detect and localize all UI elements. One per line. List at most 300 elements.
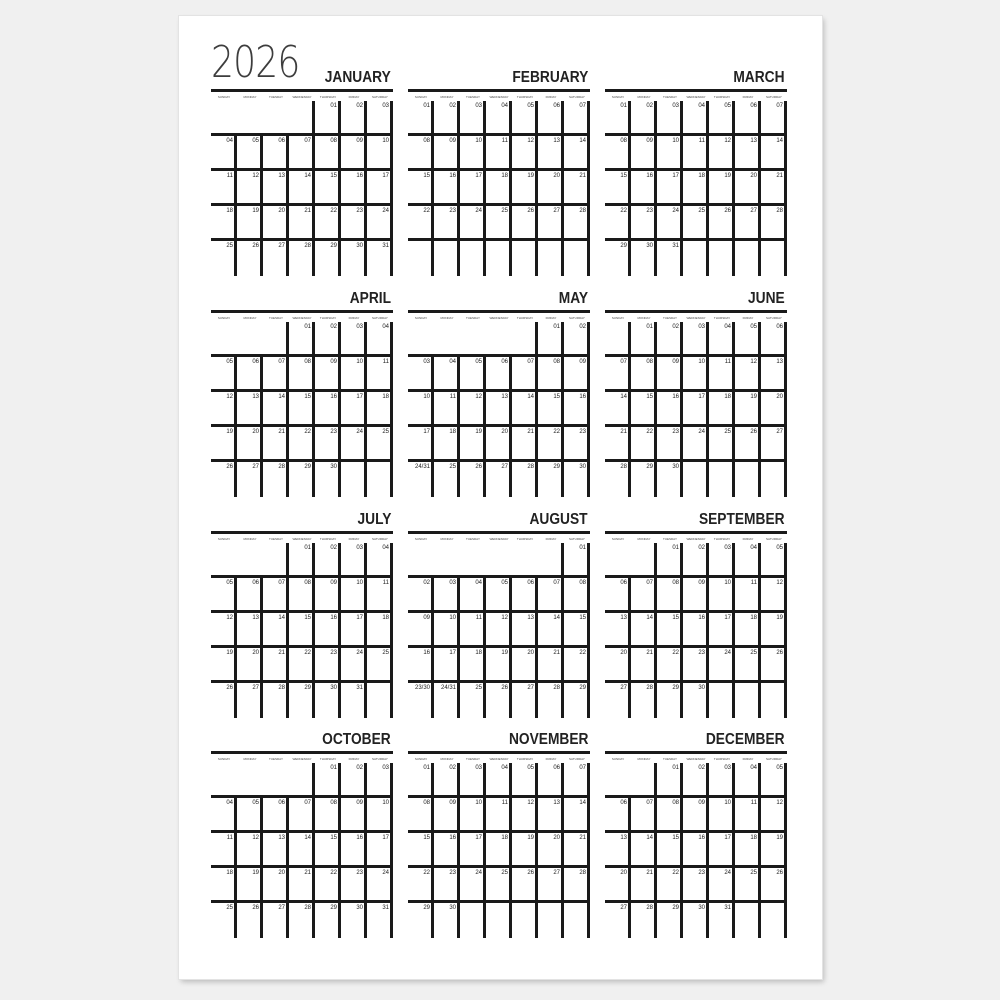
day-number: 10 [475,800,482,806]
weekday-label: SUNDAY [611,316,625,320]
month-header-rule [211,89,393,92]
day-number: 27 [252,685,259,691]
day-number: 26 [527,870,534,876]
day-divider [680,101,683,276]
day-number: 09 [330,580,337,586]
day-number: 25 [226,243,233,249]
day-number: 03 [724,765,731,771]
day-number: 22 [672,870,679,876]
month-header-rule [605,751,787,754]
weekday-label: TUESDAY [663,316,677,320]
weekday-label: THURSDAY [713,316,731,320]
day-number: 03 [672,103,679,109]
weekday-label: MONDAY [440,757,454,761]
day-number: 05 [501,580,508,586]
day-number: 01 [672,545,679,551]
day-number: 23 [449,208,456,214]
day-number: 13 [750,138,757,144]
day-number: 30 [672,464,679,470]
weekday-label: THURSDAY [516,757,534,761]
day-divider [457,575,460,718]
day-number: 15 [672,615,679,621]
day-number: 04 [382,324,389,330]
day-number: 09 [672,359,679,365]
day-number: 27 [620,685,627,691]
day-divider [535,575,538,718]
day-number: 03 [423,359,430,365]
day-number: 21 [553,650,560,656]
day-number: 26 [501,685,508,691]
day-number: 16 [356,835,363,841]
day-number: 03 [382,765,389,771]
day-divider [483,575,486,718]
day-divider [758,322,761,497]
day-number: 28 [579,870,586,876]
day-number: 06 [278,800,285,806]
day-number: 04 [750,765,757,771]
day-divider [587,543,590,718]
day-number: 24 [356,650,363,656]
day-number: 05 [527,765,534,771]
weekday-header [408,94,590,100]
weekday-label: SATURDAY [766,95,782,99]
month-header-rule [408,310,590,313]
day-number: 10 [356,580,363,586]
day-number: 05 [226,359,233,365]
month-name: JUNE [748,290,785,307]
day-grid [605,322,787,497]
month-name: MARCH [733,69,785,86]
day-number: 14 [278,615,285,621]
day-number: 04 [501,765,508,771]
day-number: 31 [356,685,363,691]
day-number: 22 [423,208,430,214]
day-divider [732,543,735,718]
day-number: 29 [672,905,679,911]
day-number: 23 [449,870,456,876]
day-number: 02 [330,545,337,551]
weekday-label: TUESDAY [269,95,283,99]
day-number: 18 [501,835,508,841]
year-title: 2026 [211,37,300,88]
day-number: 13 [620,615,627,621]
weekday-header [605,756,787,762]
day-number: 14 [553,615,560,621]
day-number: 18 [226,208,233,214]
day-grid [211,101,393,276]
day-number: 20 [553,835,560,841]
day-number: 13 [278,835,285,841]
day-number: 20 [750,173,757,179]
day-divider [706,543,709,718]
day-number: 09 [698,580,705,586]
day-number: 01 [672,765,679,771]
day-number: 05 [724,103,731,109]
day-number: 10 [356,359,363,365]
weekday-label: THURSDAY [713,757,731,761]
day-divider [483,101,486,276]
weekday-label: FRIDAY [742,757,754,761]
weekday-label: SATURDAY [372,316,388,320]
month-name: JULY [357,511,391,528]
day-number: 26 [776,870,783,876]
weekday-header [408,315,590,321]
day-number: 28 [579,208,586,214]
weekday-label: MONDAY [243,95,257,99]
day-number: 10 [475,138,482,144]
weekday-label: SUNDAY [414,95,428,99]
weekday-label: SATURDAY [766,316,782,320]
day-divider [483,354,486,497]
weekday-label: SATURDAY [569,95,585,99]
day-divider [483,763,486,938]
day-grid [211,543,393,718]
day-number: 05 [252,138,259,144]
day-number: 17 [356,615,363,621]
weekday-label: TUESDAY [466,537,480,541]
weekday-label: WEDNESDAY [489,316,509,320]
day-number: 06 [501,359,508,365]
day-number: 22 [579,650,586,656]
day-number: 06 [527,580,534,586]
day-number: 11 [226,835,233,841]
day-number: 25 [475,685,482,691]
day-divider [628,795,631,938]
day-number: 25 [698,208,705,214]
day-number: 07 [278,359,285,365]
day-divider [286,133,289,276]
day-number: 17 [698,394,705,400]
day-number: 22 [304,429,311,435]
weekday-label: FRIDAY [348,757,360,761]
day-number: 17 [449,650,456,656]
weekday-label: FRIDAY [348,316,360,320]
day-divider [431,575,434,718]
weekday-label: WEDNESDAY [489,537,509,541]
day-number: 14 [646,615,653,621]
day-number: 25 [724,429,731,435]
month-february [408,68,590,276]
weekday-label: FRIDAY [742,95,754,99]
weekday-label: MONDAY [637,95,651,99]
day-divider [587,763,590,938]
weekday-label: MONDAY [637,757,651,761]
day-divider [758,543,761,718]
day-divider [390,322,393,497]
day-number: 18 [698,173,705,179]
day-number: 11 [750,800,757,806]
day-number: 05 [252,800,259,806]
day-number: 12 [501,615,508,621]
day-number: 25 [449,464,456,470]
weekday-header [605,536,787,542]
day-number: 15 [304,615,311,621]
day-number: 04 [475,580,482,586]
day-number: 29 [620,243,627,249]
weekday-label: SATURDAY [569,757,585,761]
day-number: 20 [553,173,560,179]
day-divider [286,795,289,938]
month-header-rule [408,751,590,754]
day-number: 16 [579,394,586,400]
weekday-header [408,536,590,542]
day-number: 04 [382,545,389,551]
day-number: 08 [330,800,337,806]
day-number: 19 [252,870,259,876]
day-divider [431,354,434,497]
weekday-label: SATURDAY [372,95,388,99]
day-divider [364,322,367,497]
day-number: 07 [553,580,560,586]
day-number: 29 [330,905,337,911]
day-number: 31 [724,905,731,911]
day-number: 03 [475,103,482,109]
day-number: 18 [475,650,482,656]
day-number: 17 [382,173,389,179]
day-number: 05 [226,580,233,586]
day-number: 02 [698,765,705,771]
day-number: 01 [330,765,337,771]
weekday-label: MONDAY [637,316,651,320]
day-number: 04 [449,359,456,365]
weekday-label: WEDNESDAY [292,316,312,320]
day-number: 14 [579,138,586,144]
month-june [605,289,787,497]
day-number: 24 [672,208,679,214]
day-number: 21 [646,870,653,876]
weekday-label: SUNDAY [414,757,428,761]
day-number: 08 [553,359,560,365]
day-number: 26 [750,429,757,435]
month-march [605,68,787,276]
day-number: 08 [423,800,430,806]
day-number: 30 [356,905,363,911]
weekday-label: TUESDAY [663,537,677,541]
day-number: 23 [330,429,337,435]
month-name: OCTOBER [322,731,391,748]
day-number: 23 [672,429,679,435]
day-number: 08 [304,580,311,586]
day-divider [509,101,512,276]
day-number: 18 [501,173,508,179]
day-divider [732,322,735,497]
day-number: 11 [750,580,757,586]
day-divider [561,763,564,938]
weekday-label: SUNDAY [611,95,625,99]
day-number: 12 [776,580,783,586]
month-july [211,510,393,718]
day-number: 24/31 [414,464,430,470]
day-number: 02 [356,103,363,109]
day-number: 23 [579,429,586,435]
day-number: 06 [252,359,259,365]
weekday-label: THURSDAY [713,95,731,99]
day-number: 07 [579,765,586,771]
day-grid [211,322,393,497]
month-header-rule [211,751,393,754]
month-header-rule [605,89,787,92]
day-divider [234,354,237,497]
day-number: 25 [501,208,508,214]
day-number: 10 [423,394,430,400]
day-grid [408,543,590,718]
day-number: 27 [620,905,627,911]
weekday-label: SUNDAY [217,537,231,541]
weekday-label: THURSDAY [516,95,534,99]
month-january [211,68,393,276]
day-number: 09 [356,138,363,144]
day-number: 17 [724,835,731,841]
day-number: 28 [553,685,560,691]
day-number: 18 [382,615,389,621]
weekday-label: SATURDAY [372,757,388,761]
day-number: 09 [423,615,430,621]
weekday-label: SATURDAY [569,316,585,320]
month-name: APRIL [349,290,391,307]
day-number: 15 [672,835,679,841]
day-number: 05 [527,103,534,109]
day-number: 24 [698,429,705,435]
day-divider [561,101,564,276]
day-number: 05 [776,545,783,551]
day-number: 17 [475,173,482,179]
day-number: 16 [356,173,363,179]
day-number: 15 [579,615,586,621]
day-number: 07 [278,580,285,586]
month-september [605,510,787,718]
day-number: 01 [304,545,311,551]
day-number: 12 [724,138,731,144]
day-number: 31 [382,243,389,249]
weekday-label: FRIDAY [545,537,557,541]
weekday-header [605,94,787,100]
day-number: 18 [724,394,731,400]
day-number: 18 [226,870,233,876]
day-number: 16 [449,173,456,179]
day-number: 26 [226,464,233,470]
weekday-label: TUESDAY [466,95,480,99]
day-number: 12 [527,800,534,806]
weekday-label: WEDNESDAY [686,757,706,761]
day-number: 03 [449,580,456,586]
day-number: 03 [698,324,705,330]
day-divider [758,101,761,276]
day-number: 02 [330,324,337,330]
day-number: 14 [776,138,783,144]
day-number: 16 [646,173,653,179]
day-number: 25 [750,870,757,876]
day-number: 15 [553,394,560,400]
day-number: 04 [724,324,731,330]
day-number: 13 [553,800,560,806]
day-number: 30 [579,464,586,470]
day-number: 28 [278,685,285,691]
weekday-label: MONDAY [243,537,257,541]
day-divider [732,101,735,276]
day-number: 19 [226,650,233,656]
day-number: 17 [672,173,679,179]
day-number: 08 [330,138,337,144]
day-divider [260,575,263,718]
day-number: 11 [226,173,233,179]
day-number: 03 [356,324,363,330]
month-header-rule [408,531,590,534]
day-divider [706,322,709,497]
day-grid [408,101,590,276]
day-number: 15 [330,173,337,179]
month-november [408,730,590,938]
day-grid [408,322,590,497]
day-number: 16 [330,394,337,400]
day-number: 21 [620,429,627,435]
day-number: 04 [750,545,757,551]
day-number: 30 [330,685,337,691]
day-number: 06 [553,103,560,109]
day-number: 24 [382,208,389,214]
day-number: 08 [304,359,311,365]
day-number: 15 [620,173,627,179]
day-number: 20 [776,394,783,400]
day-number: 07 [579,103,586,109]
weekday-label: SUNDAY [414,537,428,541]
day-number: 16 [449,835,456,841]
day-number: 19 [527,173,534,179]
day-number: 14 [646,835,653,841]
day-number: 22 [672,650,679,656]
day-grid [605,763,787,938]
weekday-label: SATURDAY [569,537,585,541]
day-number: 02 [449,103,456,109]
day-number: 12 [776,800,783,806]
day-number: 20 [252,429,259,435]
day-number: 21 [579,173,586,179]
day-number: 22 [423,870,430,876]
day-divider [509,354,512,497]
weekday-label: MONDAY [243,316,257,320]
day-divider [364,543,367,718]
day-number: 06 [553,765,560,771]
day-number: 21 [278,650,285,656]
day-number: 15 [330,835,337,841]
day-number: 08 [672,800,679,806]
weekday-header [211,315,393,321]
day-divider [457,354,460,497]
day-number: 20 [620,650,627,656]
day-number: 24 [475,870,482,876]
month-header-rule [211,531,393,534]
day-number: 15 [646,394,653,400]
month-december [605,730,787,938]
day-divider [784,763,787,938]
weekday-label: THURSDAY [516,537,534,541]
weekday-label: SUNDAY [611,757,625,761]
month-name: DECEMBER [706,731,785,748]
day-number: 02 [698,545,705,551]
day-number: 08 [672,580,679,586]
day-number: 14 [527,394,534,400]
day-divider [509,575,512,718]
day-number: 26 [252,243,259,249]
day-number: 01 [620,103,627,109]
month-header-rule [605,310,787,313]
weekday-label: FRIDAY [348,537,360,541]
day-number: 13 [620,835,627,841]
day-number: 01 [423,103,430,109]
weekday-label: WEDNESDAY [292,757,312,761]
day-number: 14 [304,173,311,179]
month-header-rule [408,89,590,92]
day-number: 22 [330,870,337,876]
